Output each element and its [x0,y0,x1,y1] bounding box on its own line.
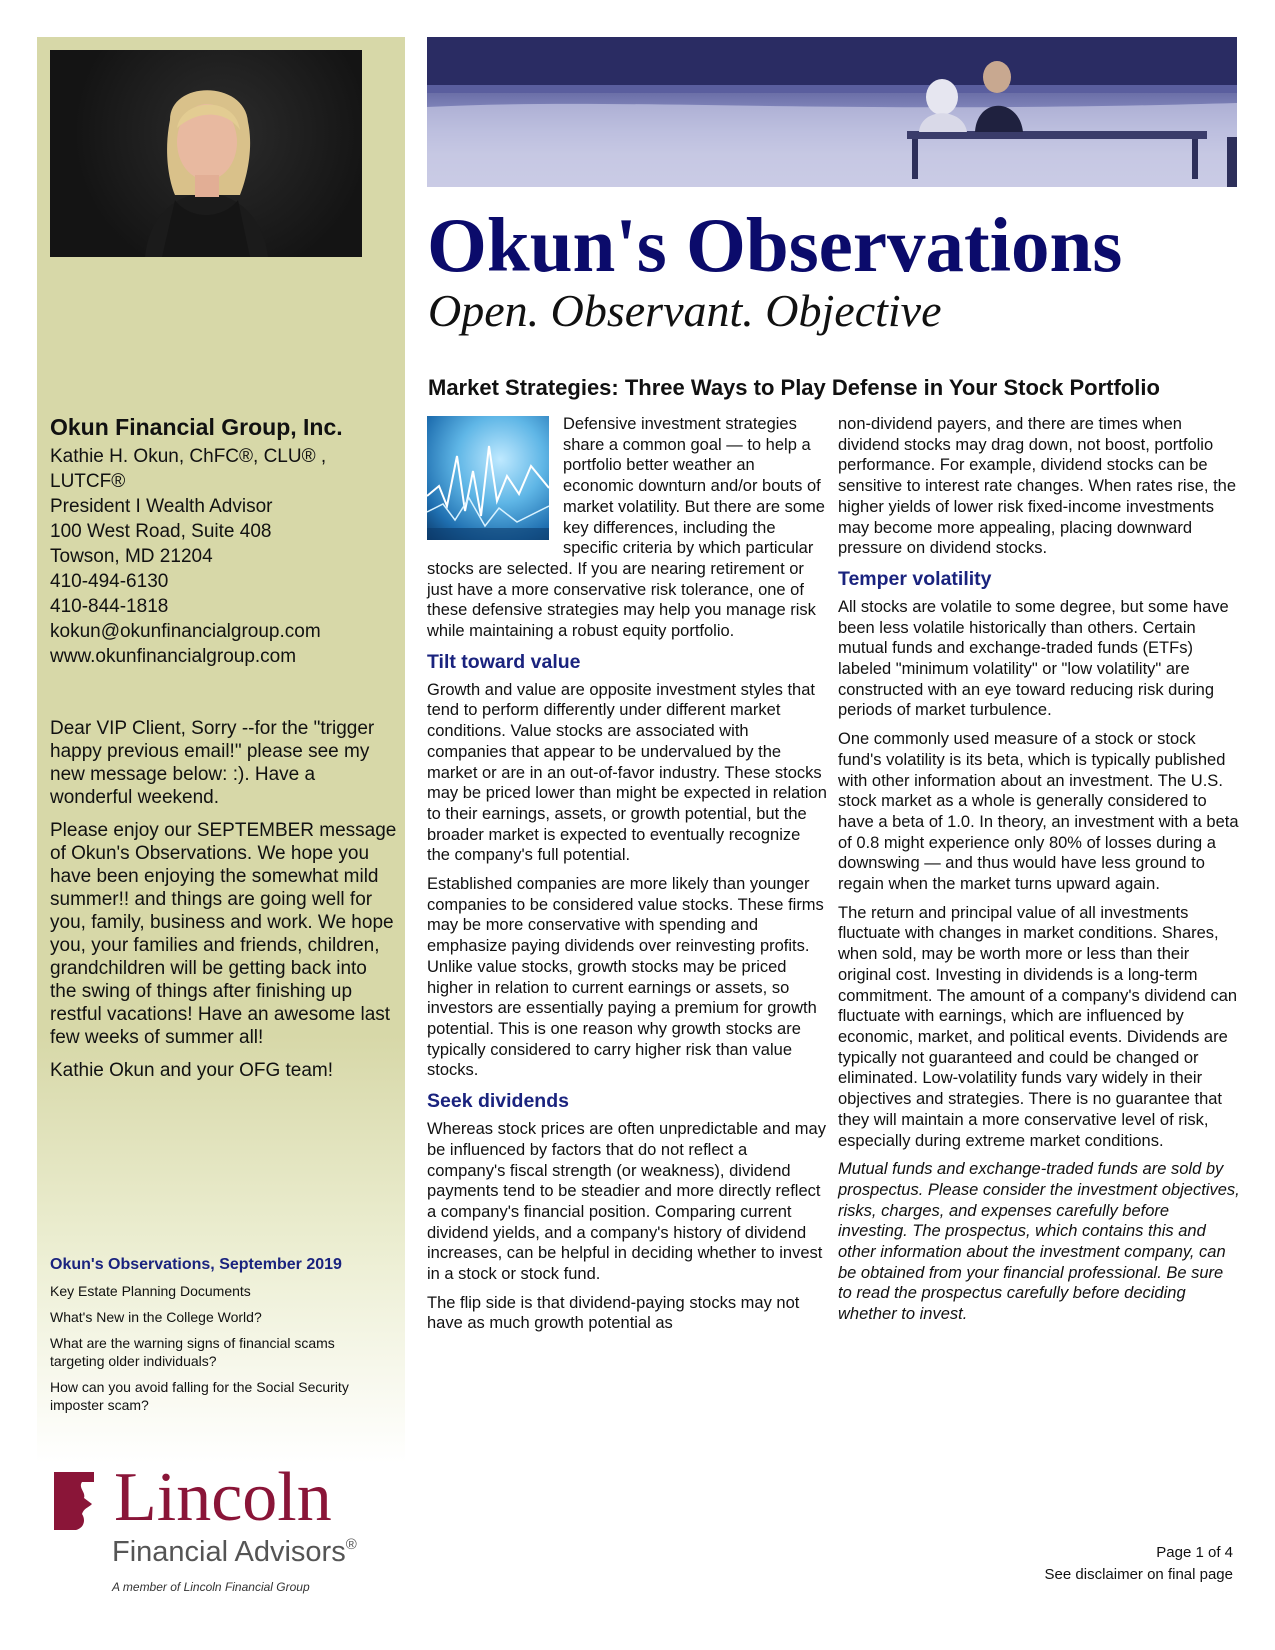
stock-chart-icon [427,416,549,540]
paragraph: The flip side is that dividend-paying stocks may not have as much growth potential as [427,1293,800,1333]
client-message [50,717,398,1092]
paragraph: non-dividend payers, and there are times when dividend stocks may drag down, not boost, portfolio performance. For example, dividend stocks can be sensitive to interest rate changes. When rates rise, the higher yields of lower risk fixed-income investments may become more appealing, placing downward pressure on dividend stocks. [838,415,1237,558]
toc-item[interactable]: What are the warning signs of financial scams targeting older individuals? [50,1335,335,1369]
address-line-1: 100 West Road, Suite 408 [50,521,272,542]
contact-block [50,415,395,669]
stock-chart-thumbnail [427,416,549,540]
logo-tagline: A member of Lincoln Financial Group [112,1580,310,1594]
paragraph: Whereas stock prices are often unpredictable and may be influenced by factors that do not reflect a company's fiscal strength (or weakness), dividend payments tend to be steadier and more directly reflect a company's financial position. Comparing current dividend yields, and a company's history of dividend increases, can be helpful in deciding whether to invest in a stock or stock fund. [427,1120,826,1284]
logo-subtitle [112,1536,357,1569]
message-paragraph-2: Please enjoy our SEPTEMBER message of Okun's Observations. We hope you have been enjoying the somewhat mild summer!! and things are going well for you, family, business and work. We hope you, your families and friends, children, grandchildren will be getting back into the swing of things after finishing up restful vacations! Have an awesome last few weeks of summer all! [50,820,397,1048]
section-heading-volatility: Temper volatility [838,567,992,590]
advisor-role: President I Wealth Advisor [50,496,273,517]
lincoln-logo [48,1458,393,1608]
advisor-portrait-illustration [50,50,362,257]
article-headline: Market Strategies: Three Ways to Play Defense in Your Stock Portfolio [428,375,1160,400]
logo-wordmark: Lincoln [114,1459,332,1536]
fund-disclaimer: Mutual funds and exchange-traded funds are sold by prospectus. Please consider the investment objectives, risks, charges, and expenses carefully before investing. The prospectus, which contains this and other information about the investment company, can be obtained from your financial professional. Be sure to read the prospectus carefully before deciding whether to invest. [838,1160,1240,1324]
toc-item[interactable]: Key Estate Planning Documents [50,1283,251,1299]
article-column-1 [427,414,827,1342]
paragraph: One commonly used measure of a stock or stock fund's volatility is its beta, which is typically published with other information about an investment. The U.S. stock market as a whole is generally considered to have a beta of 1.0. In theory, an investment with a beta of 0.8 might experience only 80% of losses during a downswing — and thus would have less ground to regain when the market turns upward again. [838,730,1239,894]
paragraph: Growth and value are opposite investment styles that tend to perform differently under different market conditions. Value stocks are associated with companies that appear to be undervalued by the market or are in an out-of-favor industry. These stocks may be priced lower than might be expected in relation to their earnings, assets, or growth potential, but the broader market is expected to eventually recognize the company's full potential. [427,680,827,865]
beach-bench-illustration [427,37,1237,187]
page-number: Page 1 of 4 [1156,1544,1233,1561]
section-heading-value: Tilt toward value [427,650,581,673]
advisor-name: Kathie H. Okun, ChFC®, CLU® , LUTCF® [50,446,327,492]
message-signature: Kathie Okun and your OFG team! [50,1060,334,1081]
section-heading-dividends: Seek dividends [427,1090,569,1113]
address-line-2: Towson, MD 21204 [50,546,213,567]
lincoln-profile-icon [48,1468,104,1534]
newsletter-tagline: Open. Observant. Objective [428,285,942,336]
registered-mark: ® [345,1536,357,1553]
disclaimer-note: See disclaimer on final page [1044,1566,1233,1583]
website-link[interactable]: www.okunfinancialgroup.com [50,646,297,667]
article-intro: Defensive investment strategies share a common goal — to help a portfolio better weather an economic downturn and/or bouts of market volatility. But there are some key differences, including the specific criteria by which particular stocks are selected. If you are nearing retirement or just have a more conservative risk tolerance, one of these defensive strategies may help you manage risk while maintaining a robust equity portfolio. [427,415,825,641]
firm-name: Okun Financial Group, Inc. [50,414,343,440]
header-banner [427,37,1237,187]
article-column-2 [838,414,1240,1333]
phone-1: 410-494-6130 [50,571,169,592]
phone-2: 410-844-1818 [50,596,169,617]
logo-subtitle-text: Financial Advisors [112,1536,346,1568]
paragraph: Established companies are more likely than younger companies to be considered value stocks. These firms may be more conservative with spending and emphasize paying dividends over reinvesting profits. Unlike value stocks, growth stocks may be priced higher in relation to current earnings or assets, so investors are essentially paying a premium for growth potential. This is one reason why growth stocks are typically considered to carry higher risk than value stocks. [427,875,824,1080]
toc-item[interactable]: How can you avoid falling for the Social Security imposter scam? [50,1379,349,1413]
email-link[interactable]: kokun@okunfinancialgroup.com [50,621,321,642]
table-of-contents [50,1256,390,1422]
advisor-photo [50,50,362,257]
toc-title: Okun's Observations, September 2019 [50,1256,342,1273]
newsletter-title: Okun's Observations [427,202,1123,288]
paragraph: All stocks are volatile to some degree, but some have been less volatile historically than others. Certain mutual funds and exchange-traded funds (ETFs) labeled "minimum volatility" or "low volatility" are constructed with an eye toward reducing risk during periods of market turbulence. [838,597,1229,720]
paragraph: The return and principal value of all investments fluctuate with changes in market conditions. Shares, when sold, may be worth more or less than their original cost. Investing in dividends is a long-term commitment. The amount of a company's dividend can fluctuate with earnings, which are influenced by economic, market, and political events. Dividends are typically not guaranteed and could be changed or eliminated. Low-volatility funds vary widely in their objectives and strategies. There is no guarantee that they will maintain a more conservative level of risk, especially during extreme market conditions. [838,903,1238,1150]
toc-item[interactable]: What's New in the College World? [50,1309,262,1325]
page-footer [1045,1542,1233,1586]
message-paragraph-1: Dear VIP Client, Sorry --for the "trigger happy previous email!" please see my new message below: :). Have a wonderful weekend. [50,718,375,808]
